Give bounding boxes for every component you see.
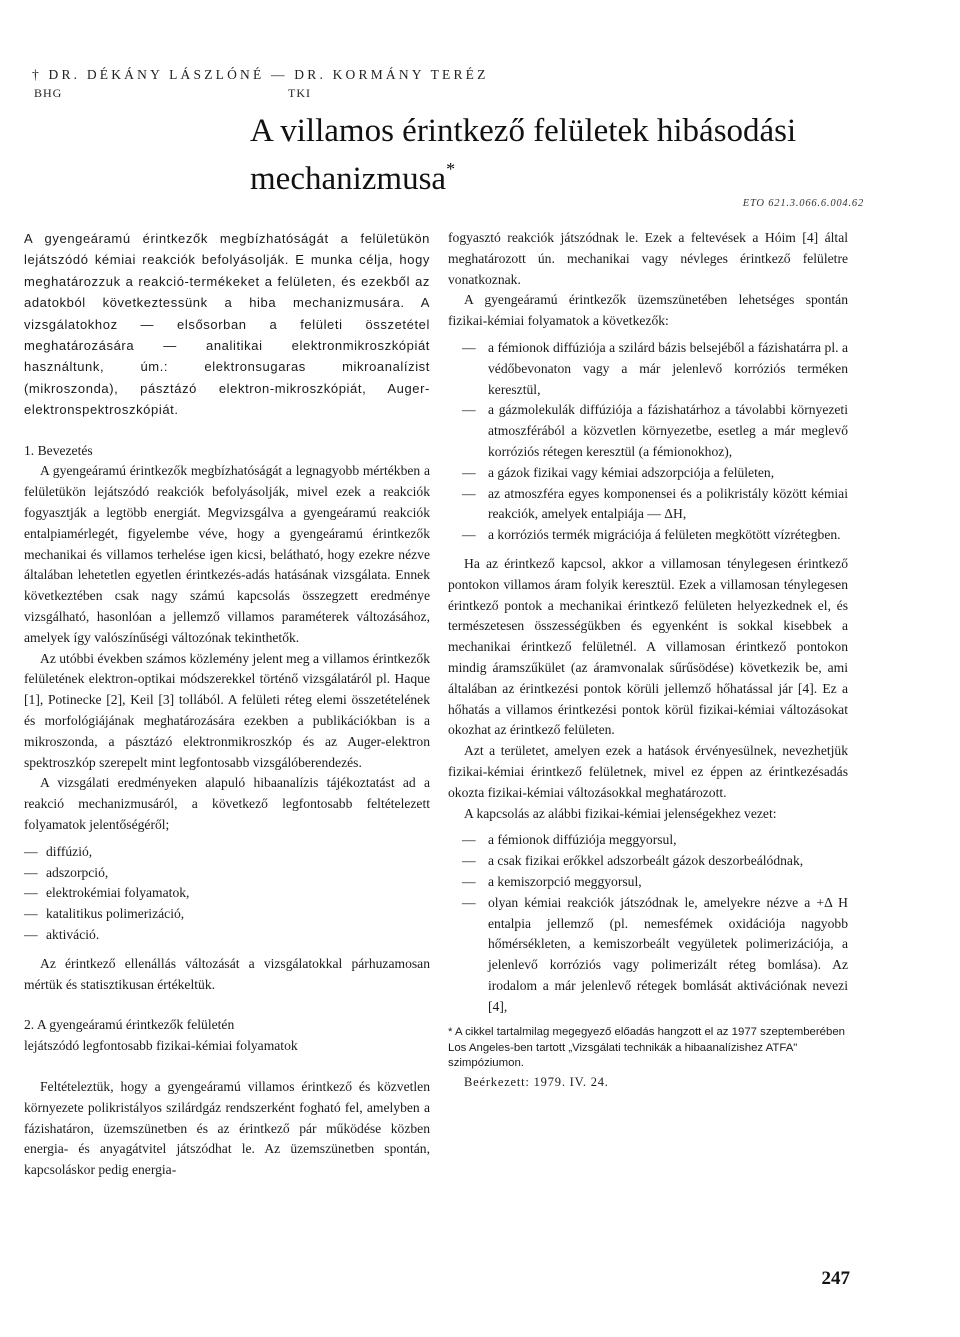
list-item: — a korróziós termék migrációja á felületen megkötött vízrétegben. bbox=[462, 527, 841, 543]
affiliation-second-author: TKI bbox=[288, 86, 311, 100]
authors-line: † DR. DÉKÁNY LÁSZLÓNÉ — DR. KORMÁNY TERÉZ bbox=[32, 67, 489, 82]
list-item: — adszorpció, bbox=[24, 864, 109, 880]
list-item: — olyan kémiai reakciók játszódnak le, amelyekre nézve a +Δ H entalpia jellemző (pl. nemesfémek oxidációja nagyobb hőmérsékleten, a kemiszorbeált vegyületek polimerizációja, a jelenlevő korróziós vagy polimerizált réteg bomlása). Az irodalom a már jelenlevő rétegek bomlását aktivációnak nevezi [4], bbox=[462, 894, 848, 1014]
right-column bbox=[448, 228, 848, 1093]
section-1-heading: 1. Bevezetés bbox=[24, 442, 93, 458]
title-line-2: mechanizmusa bbox=[250, 161, 447, 197]
list-item: — a gázok fizikai vagy kémiai adszorpciója a felületen, bbox=[462, 464, 775, 480]
footnote: * A cikkel tartalmilag megegyező előadás hangzott el az 1977 szeptemberében Los Angeles-ben tartott „Vizsgálati technikák a hibaanalízishez ATFA" szimpóziumon. bbox=[448, 1026, 846, 1070]
list-item: — a fémionok diffúziója meggyorsul, bbox=[462, 832, 677, 848]
udc-classification: ETO 621.3.066.6.004.62 bbox=[742, 198, 864, 209]
list-item: — aktiváció. bbox=[24, 926, 100, 942]
received-date: Beérkezett: 1979. IV. 24. bbox=[464, 1074, 609, 1089]
list-item: — katalitikus polimerizáció, bbox=[24, 906, 185, 922]
paragraph: A gyengeáramú érintkezők megbízhatóságát a legnagyobb mértékben a felületükön lejátszódó reakciók befolyásolják, mivel ezek a reakciók fogyasztják a legtöbb energiát. Megvizsgálva a gyengeáramú reakciók entalpiamérlegét, figyelembe véve, hogy a gyengeáramú érintkezők mechanikai és villamos terhelése igen kicsi, belátható, hogy ezekre nézve általában lehetetlen egyetlen érintkezés-adás hatásának vizsgálata. Ennek következtében csak nagy számú kapcsolás összegzett eredménye vizsgálható, hasonlóan a jellemző villamos paraméterek változásához, amelyek így valószínűségi változónak tekinthetők. bbox=[24, 463, 430, 645]
list-item: — a gázmolekulák diffúziója a fázishatárhoz a távolabbi környezeti atmoszférából a közvetlen környezetbe, esetleg a már meglevő korróziós rétegen keresztül (a fémionokhoz), bbox=[462, 402, 848, 459]
list-item: — az atmoszféra egyes komponensei és a polikristály között kémiai reakciók, amelyek entalpiája — ΔH, bbox=[462, 485, 848, 522]
list-item: — a fémionok diffúziója a szilárd bázis belsejéből a fázishatárra pl. a védőbevonaton vagy a már jelenlevő korróziós terméken keresztül, bbox=[462, 339, 848, 397]
paragraph: Ha az érintkező kapcsol, akkor a villamosan ténylegesen érintkező pontokon villamos áram folyik keresztül. Ezek a villamosan ténylegesen érintkező pontok a mechanikai érintkező felületen helyezkednek el, és természetesen összességükben és egyenként is sokkal kisebbek a mechanikai érintkező felületnél. A villamosan érintkező pontokon mindig áramszűkület (az áramvonalak sűrűsödése) következik be, ami általában az érintkezési pontok körüli jellemző hőhatással jár [4]. Ez a hőhatás a villamos érintkezési pontok körül fizikai-kémiai változásokat okozhat az érintkező felületen. bbox=[448, 555, 848, 738]
paragraph: Feltételeztük, hogy a gyengeáramú villamos érintkező és közvetlen környezete polikristályos szilárdgáz rendszerként fogható fel, amelyben a fázishatáron, üzemszünetben és az érintkező pár működése közben energia- és anyagátvitel játszódhat le. Az üzemszünetben spontán, kapcsoláskor pedig energia- bbox=[24, 1078, 430, 1178]
page-number: 247 bbox=[821, 1268, 850, 1289]
paragraph: A gyengeáramú érintkezők üzemszünetében lehetséges spontán fizikai-kémiai folyamatok a következők: bbox=[448, 292, 848, 329]
list-item: — a kemiszorpció meggyorsul, bbox=[462, 873, 642, 889]
spontaneous-process-list bbox=[448, 338, 848, 546]
paragraph: Azt a területet, amelyen ezek a hatások érvényesülnek, nevezhetjük fizikai-kémiai érintkező felületnek, mivel ez éppen az érintkezésadás okozta fizikai-kémiai változásokkal meghatározott. bbox=[448, 743, 848, 800]
abstract: A gyengeáramú érintkezők megbízhatóságát a felületükön lejátszódó kémiai reakciók befolyásolják. E munka célja, hogy meghatározzuk a reakció-termékeket a felületen, és ezekből az adatokból következtessünk a hiba mechanizmusára. A vizsgálatokhoz — elsősorban a felületi összetétel meghatározására — analitikai elektronmikroszkópiát használtunk, úm.: elektronsugaras mikroanalízist (mikroszonda), pásztázó elektron-mikroszkópiát, Auger-elektronspektroszkópiát. bbox=[24, 231, 430, 418]
list-item: — elektrokémiai folyamatok, bbox=[24, 885, 190, 901]
title-footnote-mark: * bbox=[446, 159, 456, 179]
process-list bbox=[24, 842, 430, 946]
affiliation-first-author: BHG bbox=[34, 86, 63, 100]
section-2-heading: 2. A gyengeáramú érintkezők felületén lejátszódó legfontosabb fizikai-kémiai folyamatok bbox=[24, 1017, 298, 1054]
paragraph: Az érintkező ellenállás változását a vizsgálatokkal párhuzamosan mértük és statisztikusan értékeltük. bbox=[24, 955, 430, 992]
title-line-1: A villamos érintkező felületek hibásodási bbox=[250, 113, 797, 149]
left-column bbox=[24, 228, 430, 1181]
list-item: — diffúzió, bbox=[24, 843, 93, 859]
paragraph: A kapcsolás az alábbi fizikai-kémiai jelenségekhez vezet: bbox=[464, 805, 777, 821]
list-item: — a csak fizikai erőkkel adszorbeált gázok deszorbeálódnak, bbox=[462, 853, 804, 869]
switching-phenomena-list bbox=[448, 830, 848, 1017]
paragraph: A vizsgálati eredményeken alapuló hibaanalízis tájékoztatást ad a reakció mechanizmusáról, a következő legfontosabb feltételezett folyamatok jelentőségéről; bbox=[24, 775, 430, 832]
paragraph: Az utóbbi években számos közlemény jelent meg a villamos érintkezők felületének elektron-optikai módszerekkel történő vizsgálatáról pl. Haque [1], Potinecke [2], Keil [3] tollából. A felületi réteg elemi összetételének és morfológiájának meghatározására ezekben a publikációkban is a mikroszonda, a pásztázó elektronmikroszkóp és az Auger-elektron spektroszkóp szerepelt mint legfontosabb vizsgálóberendezés. bbox=[24, 650, 430, 770]
paragraph: fogyasztó reakciók játszódnak le. Ezek a feltevések a Hóim [4] által meghatározott ún. mechanikai vagy névleges érintkező felületre vonatkoznak. bbox=[448, 230, 848, 287]
article-title bbox=[250, 112, 890, 198]
